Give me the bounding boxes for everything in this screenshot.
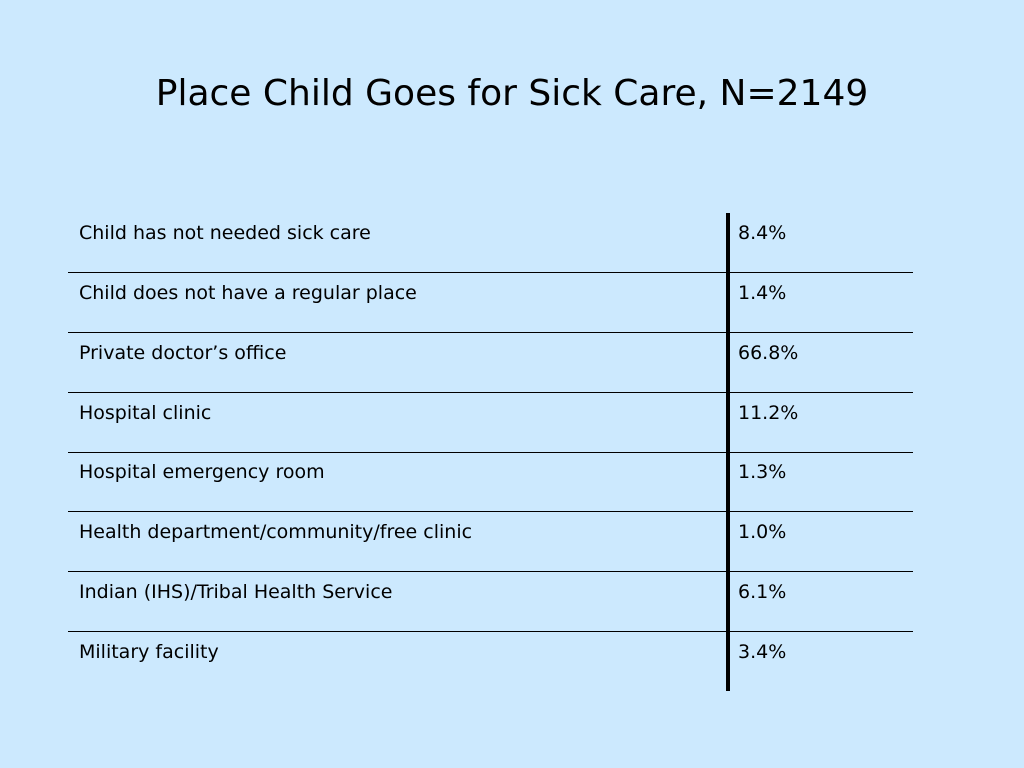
row-label: Child has not needed sick care bbox=[79, 222, 371, 244]
row-value: 6.1% bbox=[738, 581, 787, 603]
sick-care-table bbox=[68, 213, 913, 691]
table-row bbox=[68, 512, 913, 572]
row-label: Hospital emergency room bbox=[79, 461, 325, 483]
row-value: 1.3% bbox=[738, 461, 787, 483]
row-value: 1.4% bbox=[738, 282, 787, 304]
row-value: 3.4% bbox=[738, 641, 787, 663]
table-row bbox=[68, 572, 913, 632]
table-row bbox=[68, 632, 913, 692]
table-row bbox=[68, 393, 913, 453]
row-label: Military facility bbox=[79, 641, 219, 663]
row-label: Child does not have a regular place bbox=[79, 282, 417, 304]
row-value: 66.8% bbox=[738, 342, 799, 364]
row-value: 8.4% bbox=[738, 222, 787, 244]
table-row bbox=[68, 333, 913, 393]
row-label: Hospital clinic bbox=[79, 402, 212, 424]
table-row bbox=[68, 452, 913, 512]
slide-title: Place Child Goes for Sick Care, N=2149 bbox=[155, 73, 869, 114]
row-label: Private doctor’s office bbox=[79, 342, 287, 364]
row-value: 1.0% bbox=[738, 521, 787, 543]
row-label: Health department/community/free clinic bbox=[79, 521, 473, 543]
row-label: Indian (IHS)/Tribal Health Service bbox=[79, 581, 393, 603]
column-divider bbox=[726, 213, 730, 691]
table-row bbox=[68, 213, 913, 273]
row-value: 11.2% bbox=[738, 402, 799, 424]
table-row bbox=[68, 273, 913, 333]
